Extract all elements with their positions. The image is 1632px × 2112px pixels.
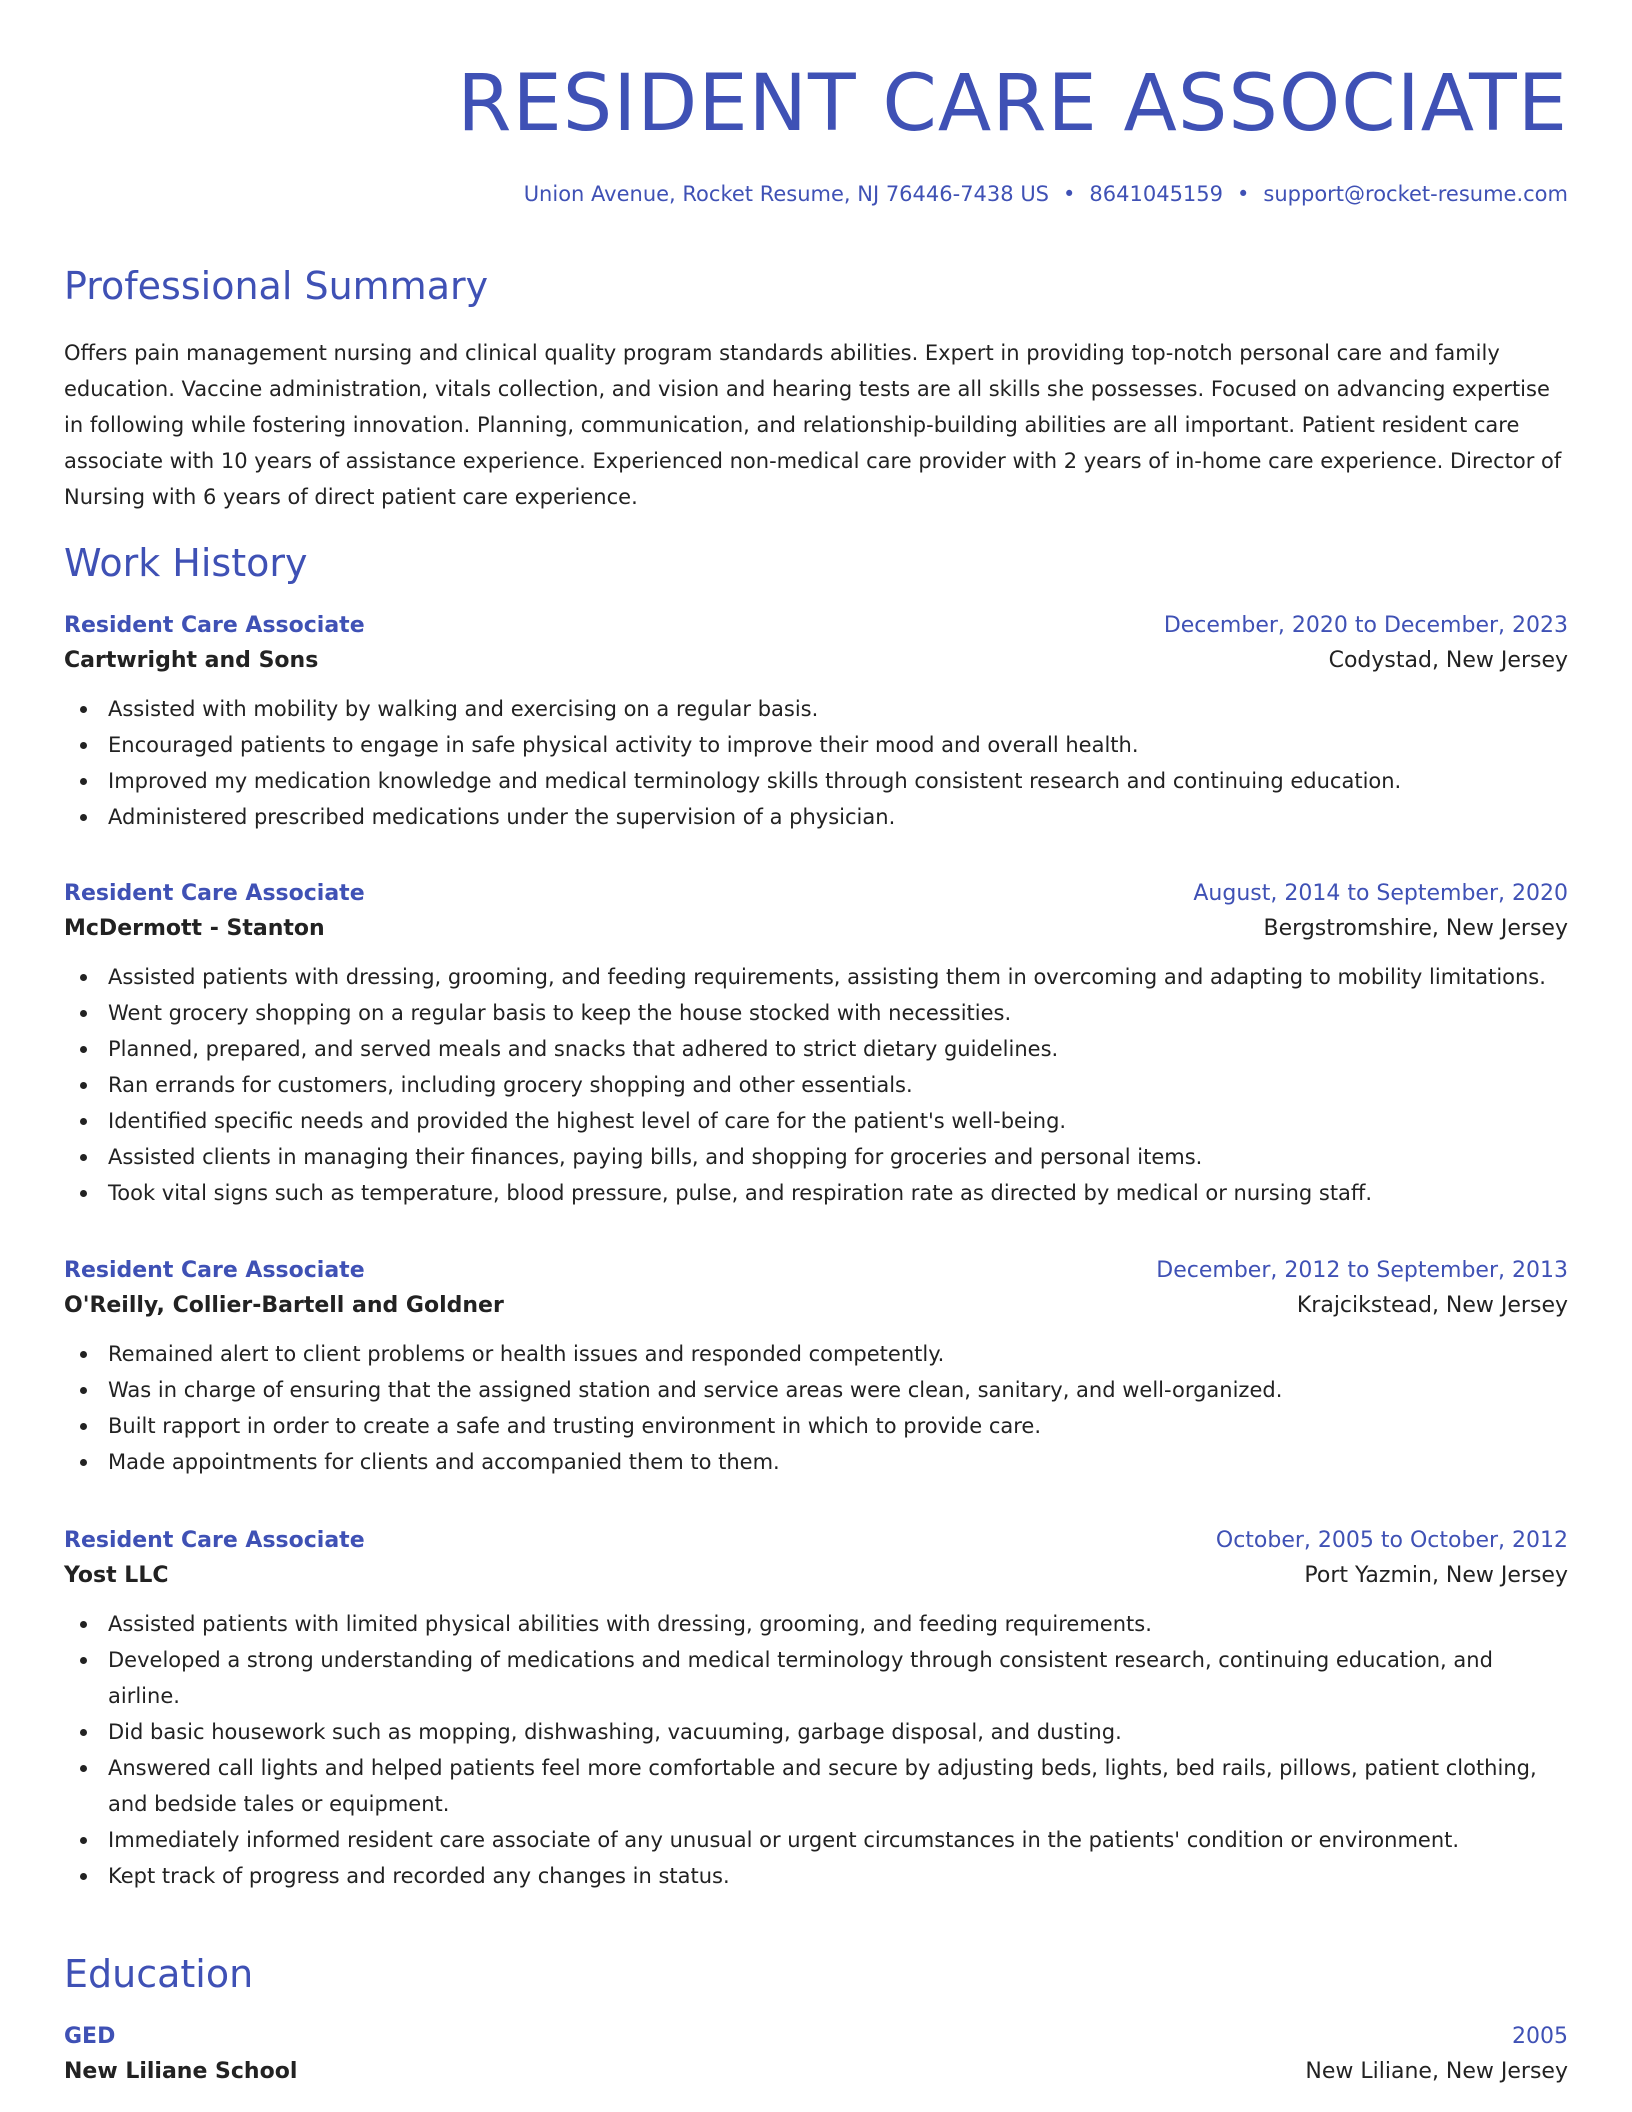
job-bullet: Administered prescribed medications under the supervision of a physician. [64, 799, 1568, 835]
job-location: Port Yazmin, New Jersey [1304, 1563, 1568, 1588]
summary-text: Offers pain management nursing and clinical quality program standards abilities. Expert in providing top-notch personal care and family education. Vaccine administration, vitals collection, and vision and hearing tests are all skills she possesses. Focused on advancing expertise in following while fostering innovation. Planning, communication, and relationship-building abilities are all important. Patient resident care associate with 10 years of assistance experience. Experienced non-medical care provider with 2 years of in-home care experience. Director of Nursing with 6 years of direct patient care experience. [64, 341, 1562, 509]
job-bullet: Planned, prepared, and served meals and snacks that adhered to strict dietary guidelines. [64, 1031, 1568, 1067]
job-role: Resident Care Associate [64, 1258, 365, 1283]
job-header-row [64, 611, 1568, 641]
job-bullets [64, 1606, 1568, 1894]
education-location: New Liliane, New Jersey [1305, 2059, 1568, 2084]
job-role: Resident Care Associate [64, 881, 365, 906]
job-dates: December, 2012 to September, 2013 [1156, 1258, 1568, 1283]
job-bullets [64, 691, 1568, 835]
job-role: Resident Care Associate [64, 613, 365, 638]
job-bullet: Did basic housework such as mopping, dishwashing, vacuuming, garbage disposal, and dusting. [64, 1714, 1568, 1750]
education-year: 2005 [1512, 2024, 1568, 2049]
job-role: Resident Care Associate [64, 1528, 365, 1553]
job-employer: Cartwright and Sons [64, 648, 319, 673]
job-bullet: Assisted with mobility by walking and exercising on a regular basis. [64, 691, 1568, 727]
education-heading: Education [64, 1952, 254, 1996]
job-bullet: Remained alert to client problems or health issues and responded competently. [64, 1336, 1568, 1372]
job-bullet: Went grocery shopping on a regular basis to keep the house stocked with necessities. [64, 995, 1568, 1031]
job-bullet: Immediately informed resident care associate of any unusual or urgent circumstances in the patients' condition or environment. [64, 1822, 1568, 1858]
contact-separator: • [1063, 182, 1076, 206]
job-dates: December, 2020 to December, 2023 [1163, 613, 1568, 638]
job-employer: McDermott - Stanton [64, 916, 325, 941]
job-employer: O'Reilly, Collier-Bartell and Goldner [64, 1293, 504, 1318]
resume-title: RESIDENT CARE ASSOCIATE [457, 59, 1568, 149]
summary-heading: Professional Summary [64, 264, 489, 308]
job-bullet: Ran errands for customers, including grocery shopping and other essentials. [64, 1067, 1568, 1103]
job-employer: Yost LLC [64, 1563, 169, 1588]
job-bullets [64, 1336, 1568, 1480]
job-entry [64, 1256, 1568, 1480]
job-bullet: Made appointments for clients and accompanied them to them. [64, 1444, 1568, 1480]
job-employer-row [64, 1286, 1568, 1326]
job-location: Krajcikstead, New Jersey [1296, 1293, 1568, 1318]
job-bullet: Developed a strong understanding of medications and medical terminology through consistent research, continuing education, and airline. [64, 1642, 1568, 1714]
work-history-heading: Work History [64, 541, 308, 585]
job-entry [64, 879, 1568, 1211]
job-bullet: Kept track of progress and recorded any changes in status. [64, 1858, 1568, 1894]
job-bullet: Assisted patients with limited physical abilities with dressing, grooming, and feeding requirements. [64, 1606, 1568, 1642]
education-school: New Liliane School [64, 2059, 298, 2084]
education-header-row [64, 2022, 1568, 2052]
job-employer-row [64, 641, 1568, 681]
job-header-row [64, 1256, 1568, 1286]
education-degree: GED [64, 2024, 116, 2049]
job-bullet: Assisted patients with dressing, grooming, and feeding requirements, assisting them in overcoming and adapting to mobility limitations. [64, 959, 1568, 995]
job-bullet: Was in charge of ensuring that the assigned station and service areas were clean, sanitary, and well-organized. [64, 1372, 1568, 1408]
contact-email: support@rocket-resume.com [1263, 182, 1568, 206]
job-bullet: Encouraged patients to engage in safe physical activity to improve their mood and overall health. [64, 727, 1568, 763]
education-entry [64, 2022, 1568, 2092]
education-school-row [64, 2052, 1568, 2092]
job-dates: August, 2014 to September, 2020 [1193, 881, 1568, 906]
contact-separator: • [1237, 182, 1250, 206]
job-bullets [64, 959, 1568, 1211]
job-entry [64, 611, 1568, 835]
job-bullet: Improved my medication knowledge and medical terminology skills through consistent research and continuing education. [64, 763, 1568, 799]
job-location: Bergstromshire, New Jersey [1263, 916, 1568, 941]
job-location: Codystad, New Jersey [1328, 648, 1568, 673]
job-bullet: Answered call lights and helped patients feel more comfortable and secure by adjusting beds, lights, bed rails, pillows, patient clothing, and bedside tales or equipment. [64, 1750, 1568, 1822]
job-dates: October, 2005 to October, 2012 [1215, 1528, 1568, 1553]
job-employer-row [64, 909, 1568, 949]
job-bullet: Identified specific needs and provided the highest level of care for the patient's well-being. [64, 1103, 1568, 1139]
contact-phone: 8641045159 [1089, 182, 1224, 206]
contact-line [524, 180, 1568, 208]
contact-address: Union Avenue, Rocket Resume, NJ 76446-7438 US [523, 182, 1050, 206]
job-bullet: Assisted clients in managing their finances, paying bills, and shopping for groceries and personal items. [64, 1139, 1568, 1175]
job-bullet: Took vital signs such as temperature, blood pressure, pulse, and respiration rate as directed by medical or nursing staff. [64, 1175, 1568, 1211]
job-employer-row [64, 1556, 1568, 1596]
job-header-row [64, 1526, 1568, 1556]
job-bullet: Built rapport in order to create a safe and trusting environment in which to provide care. [64, 1408, 1568, 1444]
job-entry [64, 1526, 1568, 1894]
job-header-row [64, 879, 1568, 909]
